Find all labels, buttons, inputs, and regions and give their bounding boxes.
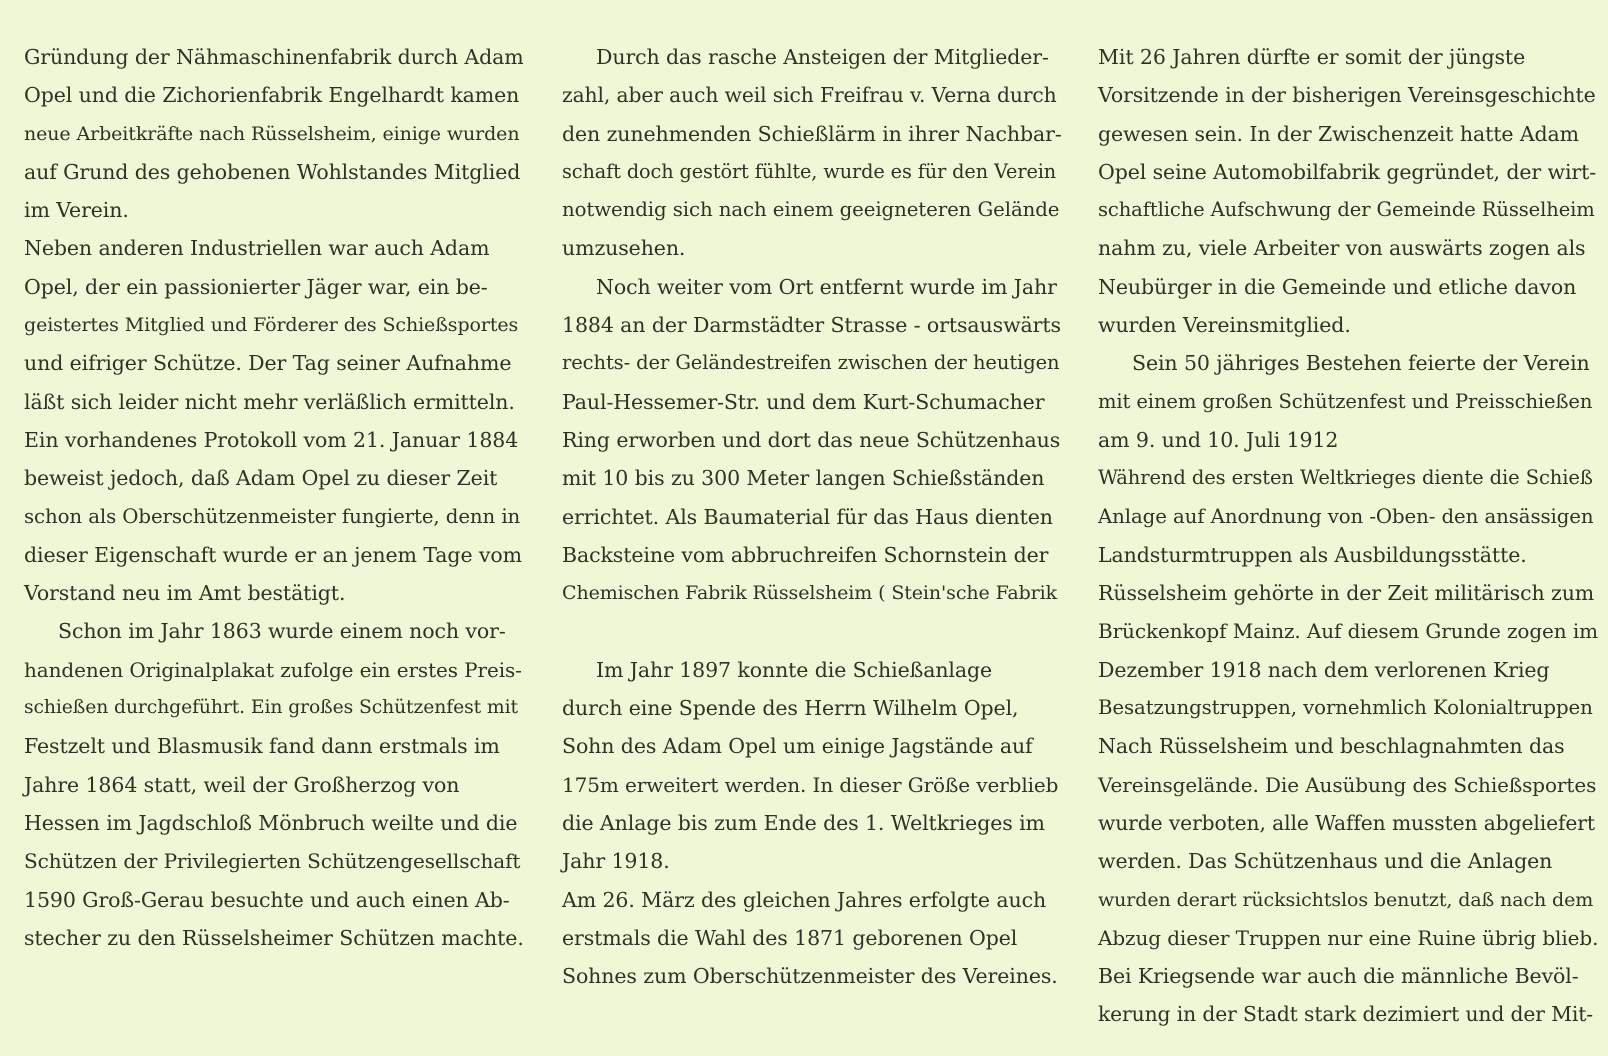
text-line: Neben anderen Industriellen war auch Adam <box>24 236 490 261</box>
text-line: Mit 26 Jahren dürfte er somit der jüngste <box>1098 45 1526 69</box>
text-line: Bei Kriegsende war auch die männliche Bevöl- <box>1098 964 1579 989</box>
text-line: Festzelt und Blasmusik fand dann erstmals im <box>24 734 500 759</box>
text-line: werden. Das Schützenhaus und die Anlagen <box>1098 849 1553 874</box>
text-line: handenen Originalplakat zufolge ein erstes Preis- <box>24 657 522 682</box>
text-line: errichtet. Als Baumaterial für das Haus dienten <box>562 504 1053 529</box>
text-line: mit einem großen Schützenfest und Preisschießen <box>1098 389 1593 413</box>
text-line: Schützen der Privilegierten Schützengesellschaft <box>24 849 521 874</box>
text-line: Rüsselsheim gehörte in der Zeit militärisch zum <box>1098 581 1595 606</box>
text-line: Vorstand neu im Amt bestätigt. <box>24 581 346 606</box>
text-line: Anlage auf Anordnung von -Oben- den ansässigen <box>1098 504 1594 528</box>
text-line: Backsteine vom abbruchreifen Schornstein der <box>562 542 1049 567</box>
text-line: Vereinsgelände. Die Ausübung des Schießsportes <box>1098 772 1597 797</box>
text-line: wurde verboten, alle Waffen mussten abgeliefert <box>1098 810 1595 835</box>
text-line <box>562 612 1062 650</box>
text-line: Gründung der Nähmaschinenfabrik durch Adam <box>24 45 524 69</box>
text-line: geistertes Mitglied und Förderer des Schießsportes <box>24 314 519 337</box>
text-line: Hessen im Jagdschloß Mönbruch weilte und die <box>24 810 518 835</box>
text-line: 1590 Groß-Gerau besuchte und auch einen Ab- <box>24 887 510 912</box>
text-line: neue Arbeitkräfte nach Rüsselsheim, einige wurden <box>24 122 520 145</box>
text-line: Während des ersten Weltkrieges diente die Schieß <box>1098 466 1593 490</box>
text-line: auf Grund des gehobenen Wohlstandes Mitglied <box>24 159 521 184</box>
text-line: durch eine Spende des Herrn Wilhelm Opel, <box>562 696 1019 721</box>
text-line: rechts- der Geländestreifen zwischen der heutigen <box>562 351 1060 375</box>
text-line: Durch das rasche Ansteigen der Mitglieder- <box>596 45 1049 69</box>
text-line: nahm zu, viele Arbeiter von auswärts zogen als <box>1098 236 1586 261</box>
text-line: beweist jedoch, daß Adam Opel zu dieser Zeit <box>24 466 498 491</box>
text-line: Jahre 1864 statt, weil der Großherzog von <box>24 772 460 797</box>
text-line: Noch weiter vom Ort entfernt wurde im Jahr <box>596 274 1057 299</box>
text-line: Ring erworben und dort das neue Schützenhaus <box>562 427 1061 452</box>
text-line: läßt sich leider nicht mehr verläßlich ermitteln. <box>24 389 515 414</box>
text-line: 175m erweitert werden. In dieser Größe verblieb <box>562 772 1059 797</box>
text-line: Im Jahr 1897 konnte die Schießanlage <box>596 657 993 682</box>
text-line: dieser Eigenschaft wurde er an jenem Tage vom <box>24 542 522 567</box>
text-line: mit 10 bis zu 300 Meter langen Schießständen <box>562 466 1045 491</box>
text-column-3 <box>1098 38 1598 1034</box>
text-line: schaftliche Aufschwung der Gemeinde Rüsselheim <box>1098 198 1595 222</box>
text-line: Sohn des Adam Opel um einige Jagstände auf <box>562 734 1033 759</box>
text-line: Nach Rüsselsheim und beschlagnahmten das <box>1098 734 1565 759</box>
text-line: stecher zu den Rüsselsheimer Schützen machte. <box>24 925 524 950</box>
text-line: Sein 50 jähriges Bestehen feierte der Verein <box>1132 351 1590 376</box>
text-line: Opel seine Automobilfabrik gegründet, der wirt- <box>1098 159 1597 184</box>
text-column-2 <box>562 38 1062 995</box>
text-line: wurden Vereinsmitglied. <box>1098 313 1351 338</box>
text-line: wurden derart rücksichtslos benutzt, daß nach dem <box>1098 888 1594 911</box>
text-line: Besatzungstruppen, vornehmlich Kolonialtruppen <box>1098 696 1593 720</box>
text-line: Neubürger in die Gemeinde und etliche davon <box>1098 274 1577 299</box>
text-line: Paul-Hessemer-Str. und dem Kurt-Schumacher <box>562 389 1045 414</box>
text-line: erstmals die Wahl des 1871 geborenen Opel <box>562 925 1018 950</box>
text-line: am 9. und 10. Juli 1912 <box>1098 427 1339 452</box>
text-line: Brückenkopf Mainz. Auf diesem Grunde zogen im <box>1098 619 1598 644</box>
text-line: Vorsitzende in der bisherigen Vereinsgeschichte <box>1098 83 1596 108</box>
text-line: schon als Oberschützenmeister fungierte, denn in <box>24 504 521 528</box>
text-line: Am 26. März des gleichen Jahres erfolgte auch <box>562 887 1047 912</box>
text-line: zahl, aber auch weil sich Freifrau v. Verna durch <box>562 83 1057 108</box>
text-line: Opel, der ein passionierter Jäger war, ein be- <box>24 274 488 299</box>
text-line: Chemischen Fabrik Rüsselsheim ( Stein'sche Fabrik <box>562 582 1058 605</box>
text-line: und eifriger Schütze. Der Tag seiner Aufnahme <box>24 351 512 376</box>
text-line: notwendig sich nach einem geeigneteren Gelände <box>562 198 1060 222</box>
text-column-1 <box>24 38 524 957</box>
text-line: Ein vorhandenes Protokoll vom 21. Januar 1884 <box>24 427 519 452</box>
text-line: Dezember 1918 nach dem verlorenen Krieg <box>1098 657 1550 682</box>
text-line: den zunehmenden Schießlärm in ihrer Nachbar- <box>562 121 1062 146</box>
text-line: schießen durchgeführt. Ein großes Schützenfest mit <box>24 697 518 719</box>
text-line: schaft doch gestört fühlte, wurde es für den Verein <box>562 159 1057 183</box>
text-line: kerung in der Stadt stark dezimiert und der Mit- <box>1098 1002 1593 1027</box>
text-line: Jahr 1918. <box>562 849 670 874</box>
text-line: 1884 an der Darmstädter Strasse - ortsauswärts <box>562 313 1061 338</box>
text-line: im Verein. <box>24 198 129 223</box>
text-line: gewesen sein. In der Zwischenzeit hatte Adam <box>1098 121 1580 146</box>
text-line: Landsturmtruppen als Ausbildungsstätte. <box>1098 542 1527 567</box>
text-line: Abzug dieser Truppen nur eine Ruine übrig blieb. <box>1098 925 1599 950</box>
text-line: Schon im Jahr 1863 wurde einem noch vor- <box>58 619 506 644</box>
text-line: Opel und die Zichorienfabrik Engelhardt kamen <box>24 83 520 108</box>
text-line: Sohnes zum Oberschützenmeister des Vereines. <box>562 964 1058 989</box>
text-line: umzusehen. <box>562 236 686 261</box>
text-line: die Anlage bis zum Ende des 1. Weltkrieges im <box>562 810 1045 835</box>
